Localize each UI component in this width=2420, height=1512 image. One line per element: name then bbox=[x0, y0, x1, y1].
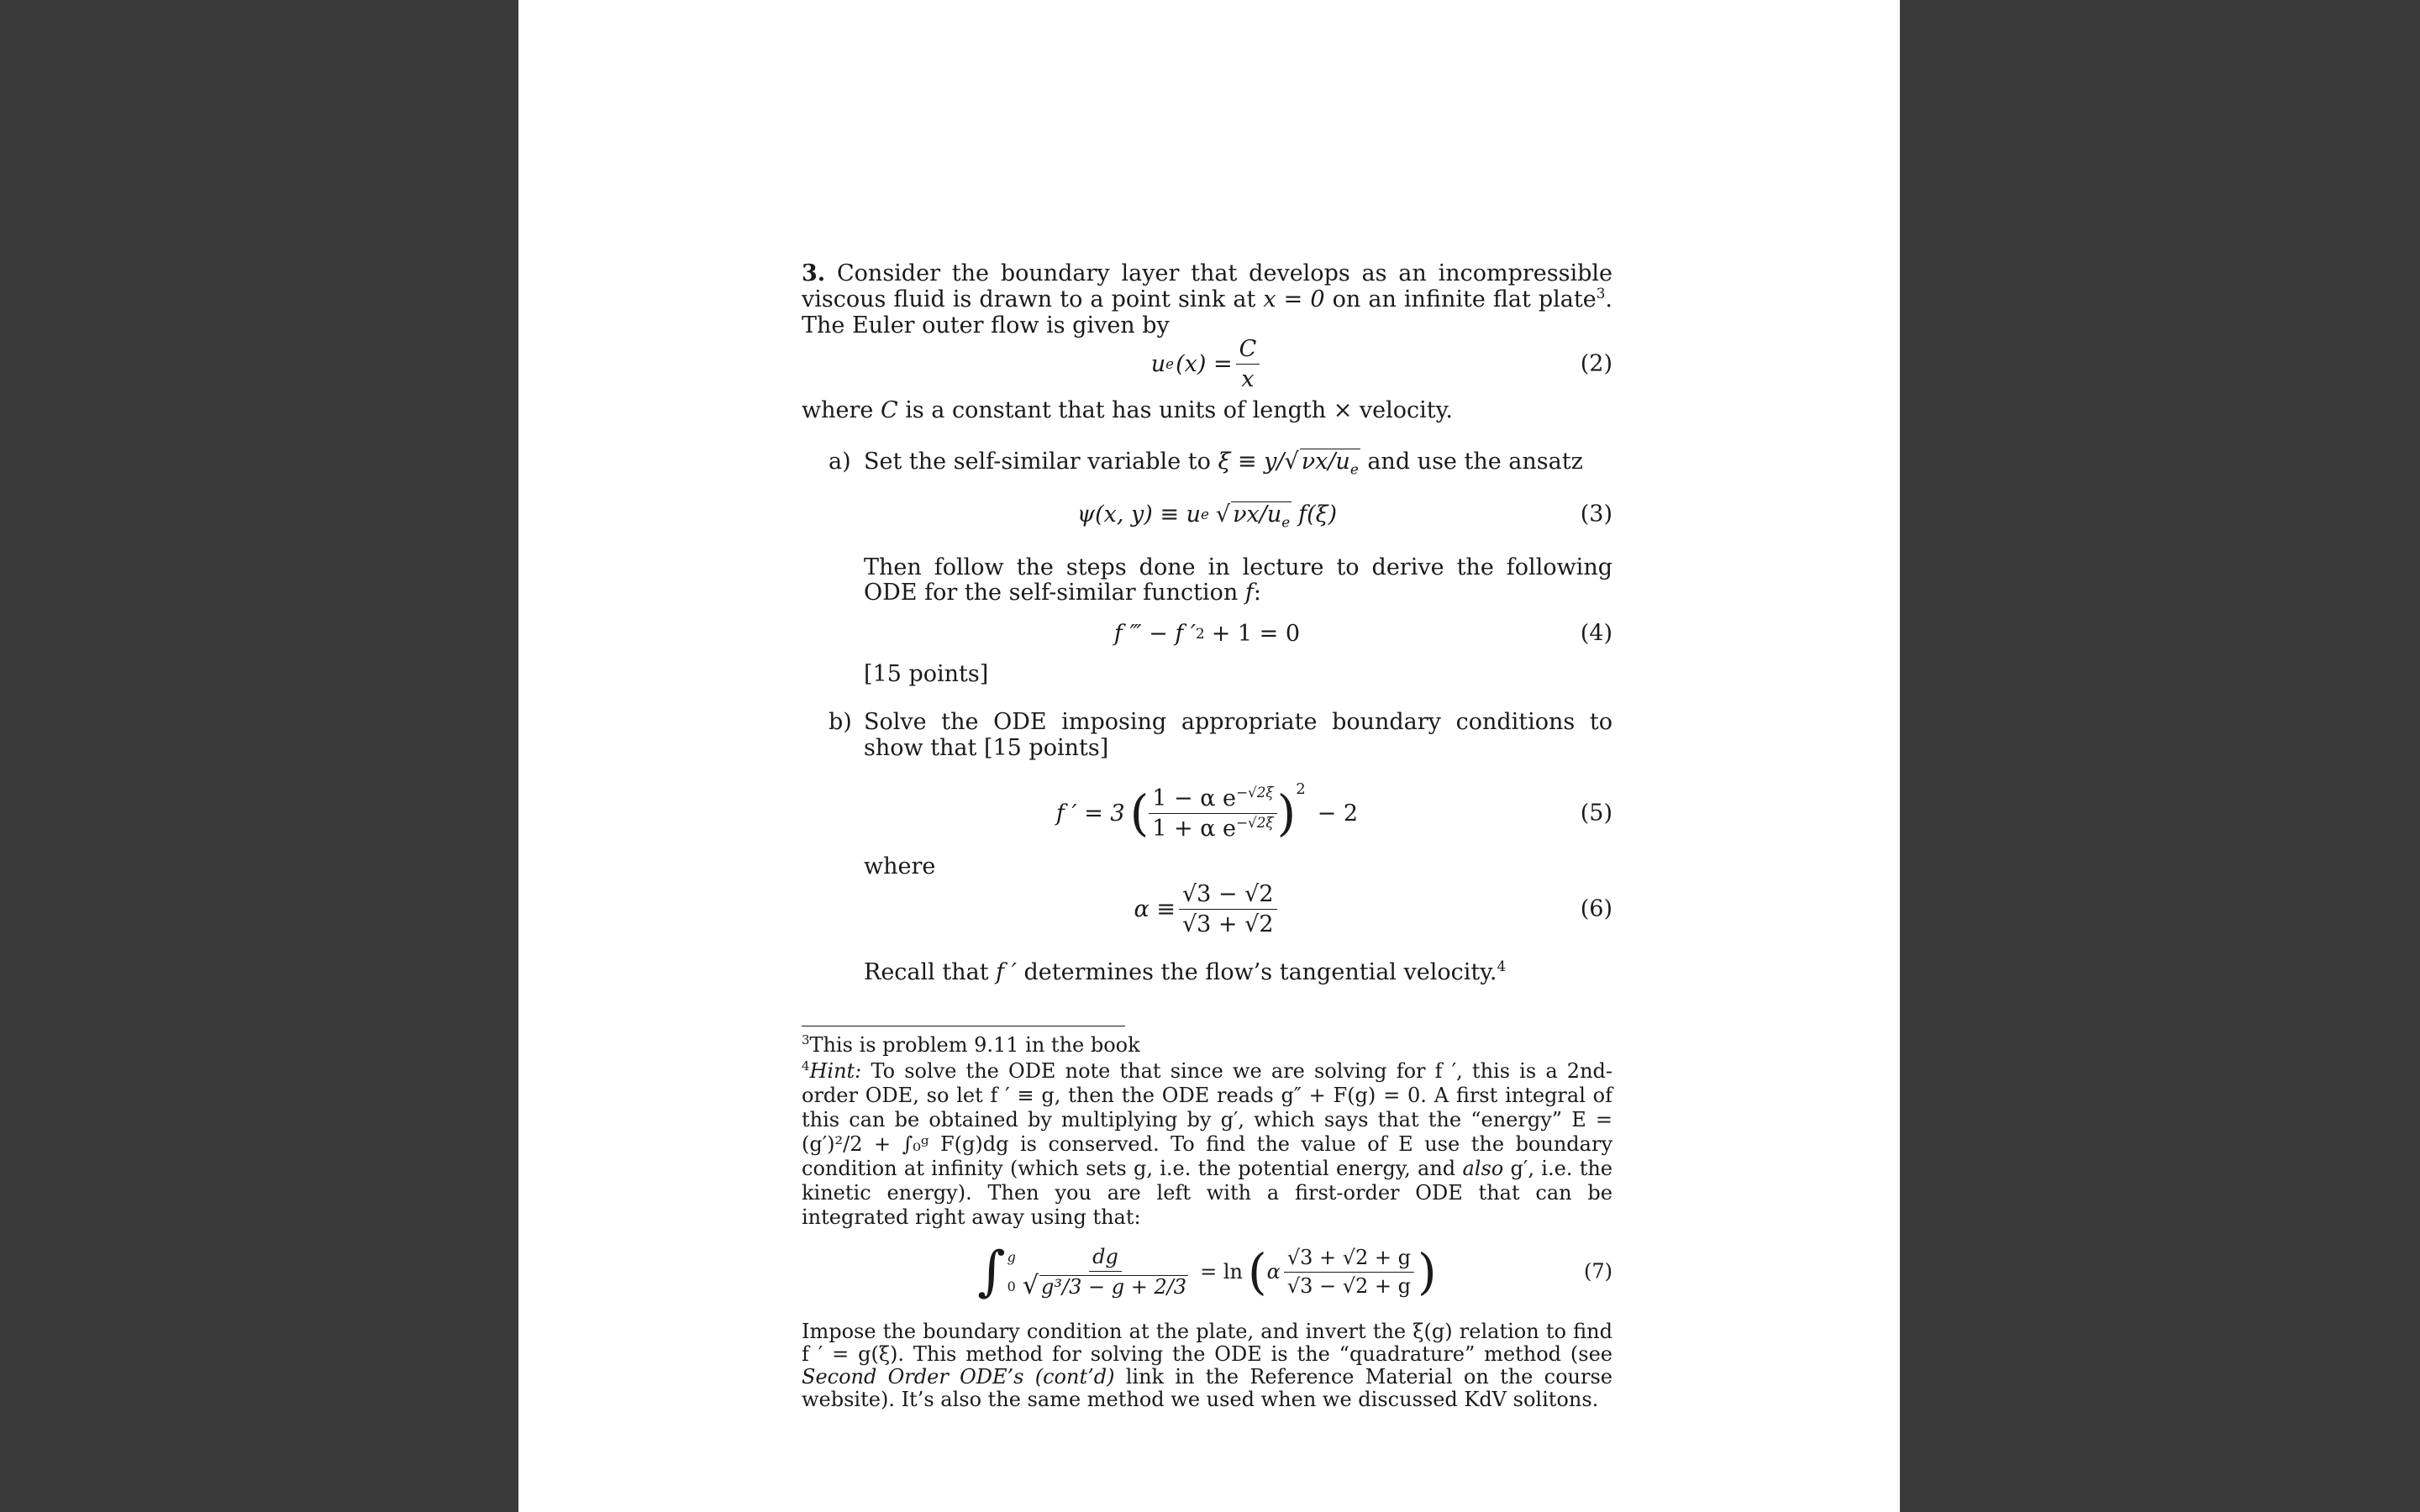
intro-text-2: on an infinite flat plate bbox=[1332, 286, 1597, 312]
footnote-4-also: also bbox=[1462, 1157, 1504, 1180]
part-a-points: [15 points] bbox=[864, 661, 989, 687]
footnote-mark-3: 3 bbox=[1596, 285, 1606, 302]
part-a-then bbox=[802, 555, 1612, 606]
part-a-then-text: Then follow the steps done in lecture to derive the following ODE for the self-similar function bbox=[864, 554, 1612, 606]
equation-6 bbox=[802, 874, 1612, 944]
intro-condition: x = 0 bbox=[1263, 286, 1325, 312]
recall-text-1: Recall that bbox=[864, 959, 989, 985]
problem-number: 3. bbox=[802, 260, 826, 286]
eq7-number: (7) bbox=[1584, 1259, 1612, 1284]
footnote-3-mark: 3 bbox=[802, 1032, 810, 1047]
eq7-upper-limit: g bbox=[1007, 1249, 1016, 1265]
footnote-4-mark: 4 bbox=[802, 1058, 810, 1074]
part-b-text: Solve the ODE imposing appropriate boundary conditions to show that [15 points] bbox=[864, 709, 1612, 761]
eq7-denominator: √ g³/3 − g + 2/3 bbox=[1022, 1270, 1187, 1300]
after-eq2-text bbox=[802, 397, 1612, 423]
eq7-integral-sign: ∫ bbox=[977, 1241, 1006, 1303]
eq5-rhs: − 2 bbox=[1317, 800, 1359, 827]
eq7-fraction bbox=[1019, 1245, 1192, 1299]
eq3-number: (3) bbox=[1580, 501, 1612, 528]
xi-sqrt bbox=[1300, 449, 1360, 478]
problem-intro bbox=[802, 260, 1612, 339]
eq7-inner-fraction bbox=[1284, 1246, 1414, 1299]
xi-sqrt-sub: e bbox=[1349, 460, 1359, 478]
eq7-den-sqrt: g³/3 − g + 2/3 bbox=[1041, 1274, 1187, 1299]
eq7-inner-denominator: √3 − √2 + g bbox=[1286, 1273, 1412, 1298]
eq7-lower-limit: 0 bbox=[1007, 1278, 1016, 1294]
eq3-rhs: f(ξ) bbox=[1298, 501, 1338, 528]
eq7-inner-numerator: √3 + √2 + g bbox=[1284, 1246, 1414, 1273]
xi-definition: ξ ≡ y/ bbox=[1218, 449, 1285, 475]
eq3-sqrt-sub: e bbox=[1281, 513, 1291, 531]
after-eq2-rest: is a constant that has units of length × velocity. bbox=[905, 397, 1453, 423]
part-b bbox=[802, 709, 1612, 761]
equation-2: u e (x) = $\frac{C}{x}$ (2) bbox=[1150, 335, 1612, 392]
eq3-sqrt bbox=[1231, 501, 1292, 531]
eq5-den-text: 1 + α e bbox=[1152, 815, 1237, 842]
equation-3: ψ(x, y) ≡ u e √ $\nu x/u_e$ f(ξ) (3) bbox=[1076, 501, 1612, 531]
equation-7 bbox=[802, 1233, 1612, 1310]
footnote-4-text-3: Impose the boundary condition at the plate, and invert the ξ(g) relation to find f ′ = g(ξ). This method for solving the ODE is the “quadrature” method (see bbox=[802, 1320, 1612, 1366]
eq2-fraction bbox=[1236, 336, 1260, 392]
eq5-lhs: f ′ = 3 bbox=[1055, 800, 1125, 827]
after-eq2-C: C bbox=[880, 397, 898, 423]
eq7-left-paren: ( bbox=[1247, 1243, 1267, 1300]
eq3-lhs: ψ(x, y) ≡ u bbox=[1076, 501, 1201, 528]
eq7-numerator: dg bbox=[1089, 1245, 1122, 1272]
part-a-text: Set the self-similar variable to ξ ≡ y/√ $\nu x/u_e$ and use the ansatz bbox=[864, 449, 1583, 478]
eq2-number: (2) bbox=[1580, 350, 1612, 377]
problem-content bbox=[802, 260, 1612, 1411]
footnote-mark-4: 4 bbox=[1497, 958, 1507, 974]
eq7-right-paren: ) bbox=[1418, 1243, 1437, 1300]
eq5-number: (5) bbox=[1580, 800, 1612, 827]
document-page bbox=[518, 0, 1900, 1512]
part-b-label: b) bbox=[829, 709, 852, 735]
footnote-3 bbox=[802, 1033, 1612, 1058]
eq2-lhs: u bbox=[1150, 350, 1166, 377]
footnote-4-text-4: link in the Reference Material on the course website). It’s also the same method we used when we discussed KdV solitons. bbox=[802, 1365, 1612, 1411]
after-eq2-where: where bbox=[802, 397, 874, 423]
footnote-4-italic: Second Order ODE’s (cont’d) bbox=[802, 1365, 1115, 1389]
footnote-4 bbox=[802, 1059, 1612, 1230]
eq5-right-paren: ) bbox=[1276, 785, 1297, 842]
xi-sqrt-content: νx/u bbox=[1301, 449, 1350, 475]
eq5-den-exp: −√2ξ bbox=[1236, 813, 1274, 831]
eq2-denominator: x bbox=[1241, 365, 1255, 392]
part-b-body bbox=[864, 709, 1612, 761]
eq4-lhs: f ‴ − f ′ bbox=[1113, 620, 1197, 647]
eq5-num-exp: −√2ξ bbox=[1236, 783, 1274, 801]
footnotes bbox=[802, 1033, 1612, 1411]
eq5-left-paren: ( bbox=[1129, 785, 1150, 842]
eq5-numerator bbox=[1149, 785, 1276, 814]
eq2-lhs-arg: (x) = bbox=[1176, 350, 1233, 377]
equation-5: f ′ = 3 ( $\frac{1 - \alpha e^{-√2\xi}}{1 + \alpha e^{-√2\xi}}$ ) $^2$ − 2 (5) bbox=[1055, 780, 1612, 842]
part-b-where: where bbox=[864, 853, 936, 879]
footnote-3-text: This is problem 9.11 in the book bbox=[809, 1033, 1140, 1057]
eq7-integral bbox=[977, 1241, 1016, 1303]
footnote-4-continued bbox=[802, 1320, 1612, 1411]
intro-text-3: . The Euler outer flow is given by bbox=[802, 286, 1612, 339]
eq6-fraction bbox=[1179, 881, 1277, 937]
eq2-numerator: C bbox=[1236, 336, 1260, 365]
eq6-number: (6) bbox=[1580, 895, 1612, 922]
eq5-denominator bbox=[1149, 814, 1276, 842]
intro-text: Consider the boundary layer that develops as an incompressible viscous fluid is drawn to a point sink at bbox=[802, 260, 1613, 312]
eq4-rest: + 1 = 0 bbox=[1211, 620, 1301, 647]
part-a-then-f: f bbox=[1244, 580, 1254, 606]
eq3-sqrt-content: νx/u bbox=[1233, 501, 1282, 528]
part-a-text-1: Set the self-similar variable to bbox=[864, 449, 1211, 475]
equation-4: f ‴ − f ′ 2 + 1 = 0 (4) bbox=[1113, 620, 1612, 647]
eq6-lhs: α ≡ bbox=[1134, 895, 1176, 922]
eq7-ln: = ln bbox=[1200, 1259, 1243, 1284]
eq5-num-text: 1 − α e bbox=[1152, 785, 1237, 811]
eq6-numerator: √3 − √2 bbox=[1179, 881, 1277, 910]
part-a-label: a) bbox=[829, 449, 851, 475]
part-b-recall bbox=[802, 959, 1612, 985]
footnote-4-text-2: g′, i.e. the kinetic energy). Then you are left with a first-order ODE that can be integrated right away using that: bbox=[802, 1157, 1613, 1229]
eq5-fraction bbox=[1149, 785, 1276, 842]
eq7-alpha: α bbox=[1266, 1259, 1281, 1284]
footnote-4-hint: Hint: bbox=[809, 1059, 862, 1083]
eq4-number: (4) bbox=[1580, 620, 1612, 647]
recall-text-2: determines the flow’s tangential velocity. bbox=[1023, 959, 1497, 985]
recall-f: f ′ bbox=[996, 959, 1017, 985]
footnote-4-text-1: To solve the ODE note that since we are solving for f ′, this is a 2nd-order ODE, so let f ′ ≡ g, then the ODE reads g″ + F(g) = 0. A first integral of this can be obtained by multiplying by g′, which says that the “energy” E = (g′)²/2 + ∫₀ᵍ F(g)dg is conserved. To find the value of E use the boundary condition at infinity (which sets g, i.e. the potential energy, and bbox=[802, 1059, 1612, 1180]
part-a-then-colon: : bbox=[1253, 580, 1261, 606]
eq6-denominator: √3 + √2 bbox=[1181, 911, 1274, 937]
part-a bbox=[802, 449, 1612, 478]
part-a-body bbox=[864, 449, 1612, 478]
part-a-text-2: and use the ansatz bbox=[1367, 449, 1583, 475]
